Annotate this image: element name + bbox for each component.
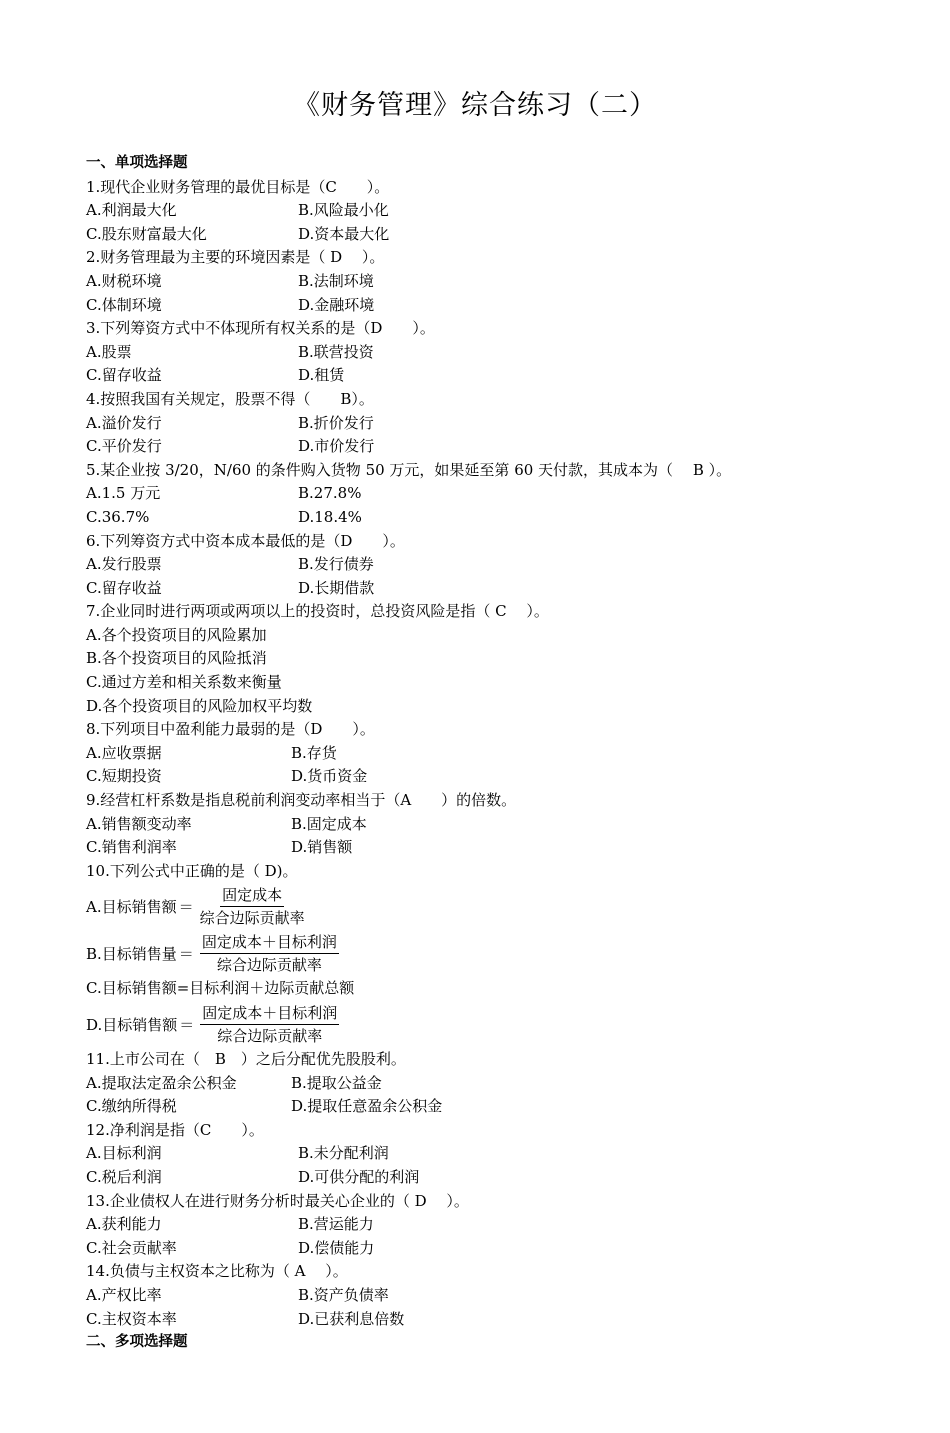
fraction-denominator: 综合边际贡献率: [217, 1027, 323, 1045]
question-13-options-row-2: [86, 1237, 906, 1261]
option-b: B.提取公益金: [291, 1073, 382, 1092]
option-a: A.提取法定盈余公积金: [86, 1073, 237, 1092]
question-5-stem: 5.某企业按 3/20，N/60 的条件购入货物 50 万元，如果延至第 60 天付款，其成本为（ B ）。: [86, 460, 732, 479]
option-a: A.产权比率: [86, 1285, 162, 1304]
question-1-options-row-2: [86, 223, 906, 247]
fraction-numerator: 固定成本＋目标利润: [200, 932, 339, 954]
question-2-options-row-1: [86, 270, 906, 294]
option-c: C.税后利润: [86, 1167, 162, 1186]
question-11-options-row-2: [86, 1095, 906, 1119]
option-c: C.36.7%: [86, 507, 150, 526]
question-7-stem: 7.企业同时进行两项或两项以上的投资时，总投资风险是指（ C ）。: [86, 602, 549, 621]
option-a: A.溢价发行: [86, 413, 162, 432]
option-c: C.缴纳所得税: [86, 1097, 177, 1116]
question-12-options-row-2: [86, 1166, 906, 1190]
option-a: A.应收票据: [86, 743, 162, 762]
question-4-stem: 4.按照我国有关规定，股票不得（ B）。: [86, 389, 374, 408]
question-3-options-row-2: [86, 364, 906, 388]
question-10-stem: 10.下列公式中正确的是（ D)。: [86, 861, 298, 880]
question-9-options-row-2: [86, 836, 906, 860]
question-5-options-row-1: [86, 482, 906, 506]
option-c: C.通过方差和相关系数来衡量: [86, 673, 282, 692]
fraction: [200, 885, 305, 928]
question-14-stem: 14.负债与主权资本之比称为（ A ）。: [86, 1262, 348, 1281]
option-b: B.资产负债率: [298, 1285, 389, 1304]
option-c: C.主权资本率: [86, 1309, 177, 1328]
option-b: B.法制环境: [298, 271, 374, 290]
question-1-stem: 1.现代企业财务管理的最优目标是（C ）。: [86, 177, 390, 196]
option-d: D.市价发行: [298, 437, 375, 456]
option-a-formula: [86, 883, 906, 930]
page-title: 《财务管理》综合练习（二）: [293, 90, 657, 121]
option-d: D.销售额: [291, 838, 353, 857]
section-heading-multiple-choice: 二、多项选择题: [86, 1334, 188, 1351]
option-b: B.营运能力: [298, 1215, 374, 1234]
question-6-stem: 6.下列筹资方式中资本成本最低的是（D ）。: [86, 531, 405, 550]
question-8-stem: 8.下列项目中盈利能力最弱的是（D ）。: [86, 720, 375, 739]
question-3-options-row-1: [86, 341, 906, 365]
option-a: A.发行股票: [86, 555, 162, 574]
equals-sign: ＝: [178, 945, 194, 964]
option-d: D.已获利息倍数: [298, 1309, 405, 1328]
option-d: D.长期借款: [298, 578, 375, 597]
option-d: D.各个投资项目的风险加权平均数: [86, 696, 313, 715]
option-c: C.平价发行: [86, 437, 162, 456]
option-b: B.27.8%: [298, 484, 362, 503]
option-c: C.销售利润率: [86, 838, 177, 857]
option-d: D.资本最大化: [298, 224, 390, 243]
option-c: C.留存收益: [86, 366, 162, 385]
option-c: C.体制环境: [86, 295, 162, 314]
option-b: B.风险最小化: [298, 201, 389, 220]
formula-label: D.目标销售额: [86, 1016, 178, 1034]
question-11-stem: 11.上市公司在（ B ）之后分配优先股股利。: [86, 1050, 406, 1068]
question-1-options-row-1: [86, 199, 906, 223]
fraction: [200, 932, 339, 975]
option-d: D.偿债能力: [298, 1238, 375, 1257]
question-12-stem: 12.净利润是指（C ）。: [86, 1120, 264, 1139]
document-body: [86, 152, 906, 1355]
question-11-options-row-1: [86, 1072, 906, 1096]
question-2-stem: 2.财务管理最为主要的环境因素是（ D ）。: [86, 248, 385, 267]
option-c: C.股东财富最大化: [86, 224, 207, 243]
option-d: D.可供分配的利润: [298, 1167, 420, 1186]
option-b: B.存货: [291, 743, 337, 762]
question-14-options-row-1: [86, 1284, 906, 1308]
option-a: A.利润最大化: [86, 201, 177, 220]
option-b: B.各个投资项目的风险抵消: [86, 649, 267, 668]
section-heading-single-choice: 一、单项选择题: [86, 155, 188, 171]
option-b: B.未分配利润: [298, 1144, 389, 1163]
question-4-options-row-2: [86, 435, 906, 459]
fraction-numerator: 固定成本＋目标利润: [200, 1003, 339, 1025]
question-12-options-row-1: [86, 1142, 906, 1166]
option-a: A.财税环境: [86, 271, 162, 290]
option-a: A.1.5 万元: [86, 484, 161, 503]
question-9-options-row-1: [86, 813, 906, 837]
option-c: C.目标销售额=目标利润＋边际贡献总额: [86, 979, 355, 998]
fraction-denominator: 综合边际贡献率: [216, 956, 322, 975]
question-9-stem: 9.经营杠杆系数是指息税前利润变动率相当于（A ）的倍数。: [86, 791, 517, 810]
question-13-stem: 13.企业债权人在进行财务分析时最关心企业的（ D ）。: [86, 1191, 469, 1210]
option-d: D.金融环境: [298, 295, 375, 314]
question-8-options-row-1: [86, 742, 906, 766]
formula-label: A.目标销售额: [86, 898, 177, 917]
question-13-options-row-1: [86, 1213, 906, 1237]
option-a: A.销售额变动率: [86, 814, 192, 833]
option-c: C.留存收益: [86, 578, 162, 597]
question-14-options-row-2: [86, 1308, 906, 1332]
question-5-options-row-2: [86, 506, 906, 530]
fraction: [200, 1003, 339, 1046]
question-4-options-row-1: [86, 412, 906, 436]
option-d: D.提取任意盈余公积金: [291, 1097, 443, 1116]
question-2-options-row-2: [86, 294, 906, 318]
question-8-options-row-2: [86, 765, 906, 789]
fraction-numerator: 固定成本: [220, 885, 284, 907]
option-a: A.获利能力: [86, 1215, 162, 1234]
option-d: D.18.4%: [298, 507, 362, 526]
option-d-formula: [86, 1001, 906, 1048]
equals-sign: ＝: [179, 1016, 195, 1034]
option-b: B.发行债券: [298, 555, 374, 574]
option-b: B.联营投资: [298, 342, 374, 361]
option-c: C.社会贡献率: [86, 1238, 177, 1257]
question-6-options-row-1: [86, 553, 906, 577]
question-3-stem: 3.下列筹资方式中不体现所有权关系的是（D ）。: [86, 319, 435, 338]
option-c: C.短期投资: [86, 767, 162, 786]
option-a: A.股票: [86, 342, 132, 361]
option-d: D.租赁: [298, 366, 345, 385]
option-a: A.各个投资项目的风险累加: [86, 625, 267, 644]
question-6-options-row-2: [86, 577, 906, 601]
option-b: B.固定成本: [291, 814, 367, 833]
option-d: D.货币资金: [291, 767, 368, 786]
formula-label: B.目标销售量: [86, 945, 177, 964]
fraction-denominator: 综合边际贡献率: [199, 909, 305, 928]
option-b-formula: [86, 930, 906, 977]
equals-sign: ＝: [178, 898, 194, 917]
option-b: B.折价发行: [298, 413, 374, 432]
option-a: A.目标利润: [86, 1144, 162, 1163]
